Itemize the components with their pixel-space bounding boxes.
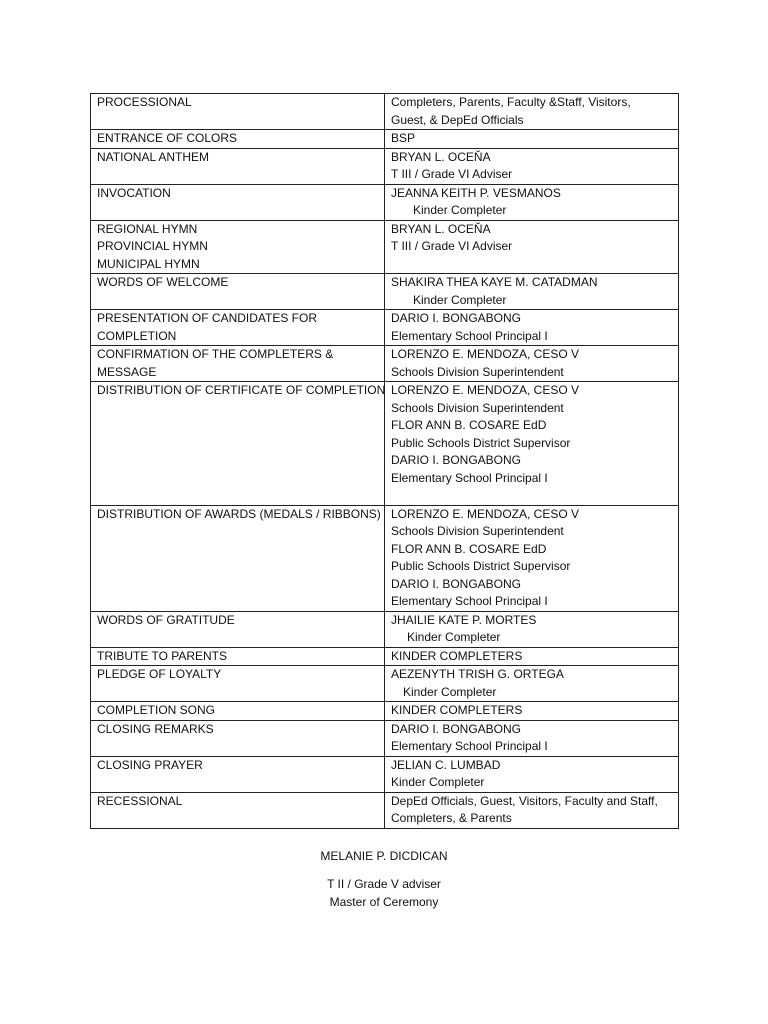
program-row	[91, 346, 679, 382]
program-row	[91, 94, 679, 130]
program-part-text: RECESSIONAL	[97, 793, 183, 808]
program-part-text: DISTRIBUTION OF AWARDS (MEDALS / RIBBONS)	[97, 506, 381, 521]
program-assigned-cell	[385, 382, 679, 506]
program-assigned-cell	[385, 130, 679, 149]
program-assigned-text: Schools Division Superintendent	[391, 400, 564, 415]
program-part-cell	[91, 505, 385, 611]
program-row	[91, 148, 679, 184]
program-part-text: MUNICIPAL HYMN	[97, 256, 200, 271]
program-assigned-text: Elementary School Principal I	[391, 470, 548, 485]
program-assigned-text: SHAKIRA THEA KAYE M. CATADMAN	[391, 275, 598, 289]
program-assigned-text: KINDER COMPLETERS	[391, 703, 523, 717]
program-assigned-text: FLOR ANN B. COSARE EdD	[391, 541, 547, 556]
program-assigned-text: Kinder Completer	[403, 684, 497, 699]
program-assigned-text: Schools Division Superintendent	[391, 364, 564, 379]
program-part-text: PROVINCIAL HYMN	[97, 239, 208, 253]
program-part-text: REGIONAL HYMN	[97, 221, 198, 236]
program-assigned-text: Completers, Parents, Faculty &Staff, Visitors,	[391, 95, 631, 109]
program-assigned-cell	[385, 720, 679, 756]
program-part-text: CONFIRMATION OF THE COMPLETERS &	[97, 347, 334, 361]
program-assigned-text: Elementary School Principal I	[391, 739, 548, 753]
program-table	[90, 93, 679, 829]
program-assigned-cell	[385, 148, 679, 184]
program-part-text: DISTRIBUTION OF CERTIFICATE OF COMPLETION	[97, 383, 386, 397]
program-row	[91, 720, 679, 756]
program-part-cell	[91, 792, 385, 828]
program-part-text: CLOSING REMARKS	[97, 721, 214, 736]
program-row	[91, 792, 679, 828]
program-assigned-cell	[385, 220, 679, 274]
program-assigned-cell	[385, 792, 679, 828]
program-part-text: COMPLETION	[97, 328, 177, 343]
program-part-cell	[91, 220, 385, 274]
program-assigned-text: JEANNA KEITH P. VESMANOS	[391, 185, 561, 200]
program-assigned-cell	[385, 666, 679, 702]
program-row	[91, 130, 679, 149]
program-part-cell	[91, 647, 385, 666]
program-part-cell	[91, 382, 385, 506]
program-assigned-text: DARIO I. BONGABONG	[391, 453, 522, 467]
program-assigned-text: DepEd Officials, Guest, Visitors, Faculty and Staff,	[391, 793, 658, 808]
program-assigned-text: Guest, & DepEd Officials	[391, 112, 524, 127]
program-part-text: MESSAGE	[97, 364, 157, 379]
program-assigned-text: Schools Division Superintendent	[391, 524, 564, 538]
program-row	[91, 220, 679, 274]
program-part-text: INVOCATION	[97, 185, 171, 200]
program-assigned-text: Kinder Completer	[413, 203, 507, 217]
program-assigned-cell	[385, 756, 679, 792]
program-row	[91, 274, 679, 310]
program-part-text: CLOSING PRAYER	[97, 757, 203, 772]
program-assigned-text: DARIO I. BONGABONG	[391, 576, 522, 591]
program-part-cell	[91, 274, 385, 310]
program-part-text: NATIONAL ANTHEM	[97, 149, 210, 164]
program-assigned-cell	[385, 346, 679, 382]
program-assigned-text: JHAILIE KATE P. MORTES	[391, 612, 537, 627]
program-assigned-text: T III / Grade VI Adviser	[391, 239, 513, 253]
program-assigned-cell	[385, 702, 679, 721]
program-assigned-text: Kinder Completer	[413, 292, 507, 307]
program-part-cell	[91, 184, 385, 220]
program-row	[91, 310, 679, 346]
program-assigned-text: Public Schools District Supervisor	[391, 435, 571, 450]
master-of-ceremony-title	[0, 876, 768, 911]
program-assigned-text: Elementary School Principal I	[391, 594, 548, 608]
program-part-cell	[91, 148, 385, 184]
program-assigned-text: KINDER COMPLETERS	[391, 648, 523, 663]
program-row	[91, 611, 679, 647]
signature-role-line: Master of Ceremony	[329, 894, 439, 909]
program-assigned-text: DARIO I. BONGABONG	[391, 311, 522, 325]
program-part-cell	[91, 94, 385, 130]
program-assigned-text: T III / Grade VI Adviser	[391, 167, 513, 181]
program-row	[91, 505, 679, 611]
program-assigned-text: JELIAN C. LUMBAD	[391, 757, 501, 772]
program-assigned-cell	[385, 274, 679, 310]
program-part-cell	[91, 720, 385, 756]
program-assigned-text: LORENZO E. MENDOZA, CESO V	[391, 347, 580, 361]
program-part-cell	[91, 756, 385, 792]
program-part-text: WORDS OF GRATITUDE	[97, 612, 235, 627]
program-assigned-text	[391, 487, 672, 505]
program-row	[91, 756, 679, 792]
program-assigned-text: Public Schools District Supervisor	[391, 559, 571, 573]
program-row	[91, 382, 679, 506]
program-row	[91, 184, 679, 220]
program-row	[91, 647, 679, 666]
program-assigned-cell	[385, 647, 679, 666]
program-assigned-text: BSP	[391, 131, 416, 145]
program-table-body	[91, 94, 679, 829]
program-assigned-cell	[385, 310, 679, 346]
program-part-text: COMPLETION SONG	[97, 703, 216, 717]
program-assigned-cell	[385, 505, 679, 611]
program-part-text: WORDS OF WELCOME	[97, 275, 229, 289]
program-part-cell	[91, 702, 385, 721]
program-assigned-text: AEZENYTH TRISH G. ORTEGA	[391, 667, 564, 681]
program-assigned-cell	[385, 94, 679, 130]
program-assigned-text: LORENZO E. MENDOZA, CESO V	[391, 506, 580, 521]
signature-title-line: T II / Grade V adviser	[327, 877, 441, 891]
program-assigned-cell	[385, 611, 679, 647]
program-assigned-text: DARIO I. BONGABONG	[391, 721, 522, 736]
program-part-text: PROCESSIONAL	[97, 95, 192, 109]
program-part-text: PLEDGE OF LOYALTY	[97, 667, 222, 681]
program-part-cell	[91, 666, 385, 702]
program-assigned-text: Elementary School Principal I	[391, 328, 548, 343]
program-row	[91, 702, 679, 721]
program-part-text: ENTRANCE OF COLORS	[97, 131, 238, 145]
program-part-cell	[91, 346, 385, 382]
program-assigned-text: LORENZO E. MENDOZA, CESO V	[391, 383, 580, 397]
program-part-cell	[91, 130, 385, 149]
program-assigned-text: BRYAN L. OCEŇA	[391, 149, 491, 164]
program-assigned-cell	[385, 184, 679, 220]
program-row	[91, 666, 679, 702]
program-part-text: TRIBUTE TO PARENTS	[97, 648, 228, 663]
program-part-text: PRESENTATION OF CANDIDATES FOR	[97, 311, 318, 325]
program-part-cell	[91, 310, 385, 346]
program-assigned-text: Kinder Completer	[391, 775, 485, 789]
master-of-ceremony-name: MELANIE P. DICDICAN	[320, 849, 448, 863]
program-part-cell	[91, 611, 385, 647]
program-assigned-text: BRYAN L. OCEŇA	[391, 221, 491, 236]
program-assigned-text: Kinder Completer	[407, 630, 501, 644]
program-assigned-text: FLOR ANN B. COSARE EdD	[391, 418, 547, 432]
program-assigned-text: Completers, & Parents	[391, 811, 512, 825]
